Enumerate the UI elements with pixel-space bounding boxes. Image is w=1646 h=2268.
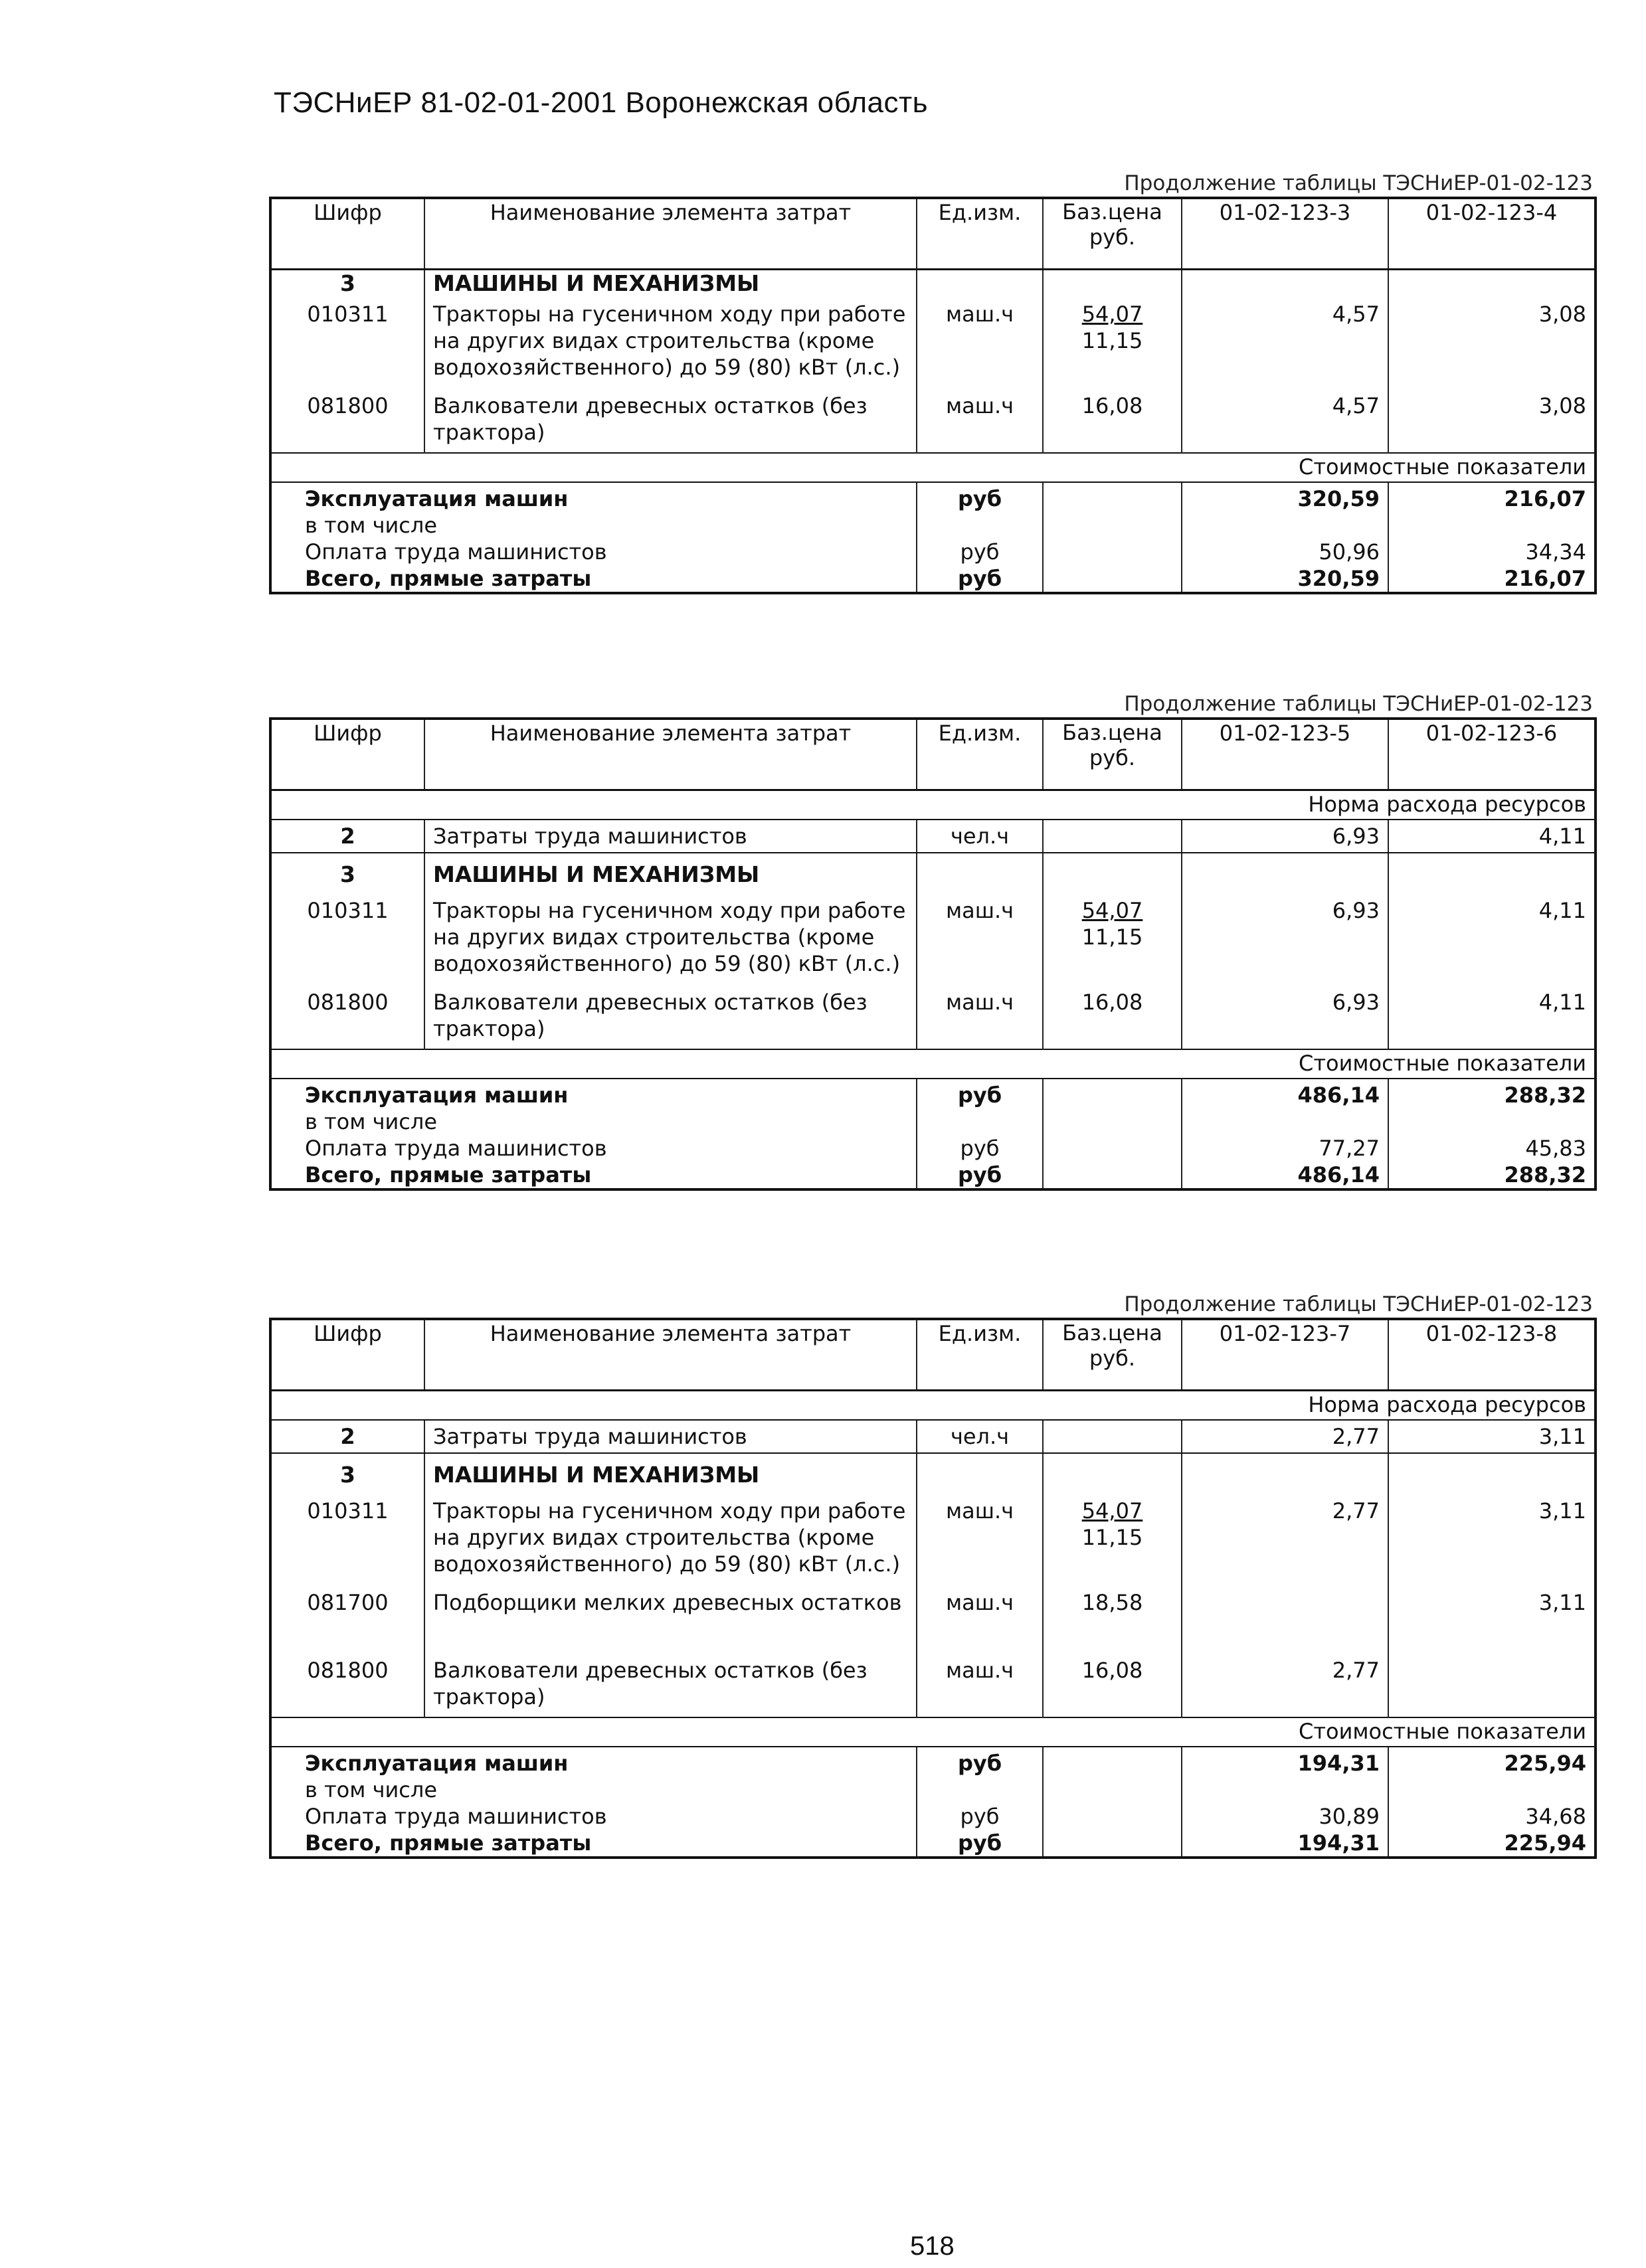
operation-value-b: 288,32 [1388, 1079, 1596, 1108]
section-heading-row [270, 1717, 1596, 1747]
row-value-a: 2,77 [1182, 1653, 1388, 1717]
operation-label: Эксплуатация машин [305, 1083, 569, 1108]
row-price: 54,07 11,15 [1043, 888, 1182, 977]
labor-code: 2 [270, 1420, 424, 1453]
header-column-b: 01-02-123-4 [1388, 198, 1596, 270]
norm-table [269, 717, 1597, 1191]
row-unit: маш.ч [917, 1577, 1043, 1653]
page-title: ТЭСНиЕР 81-02-01-2001 Воронежская область [274, 86, 929, 119]
norm-table [269, 197, 1597, 594]
summary-row [270, 1803, 1596, 1830]
total-value-b: 288,32 [1388, 1162, 1596, 1189]
row-unit: маш.ч [917, 977, 1043, 1049]
wages-value-b: 45,83 [1388, 1135, 1596, 1162]
header-price: Баз.цена руб. [1043, 1319, 1182, 1391]
row-value-a: 6,93 [1182, 888, 1388, 977]
table-header-row [270, 198, 1596, 270]
row-name: Тракторы на гусеничном ходу при работе на других видах строительства (кроме водохозяйственного) до 59 (80) кВт (л.с.) [424, 297, 917, 381]
row-code: 081800 [307, 1658, 389, 1683]
table-row [270, 888, 1596, 977]
section-row [270, 853, 1596, 888]
row-price: 54,07 11,15 [1043, 1488, 1182, 1577]
table-header-row [270, 719, 1596, 790]
norm-section-heading: Норма расхода ресурсов [270, 790, 1596, 820]
section-code: 3 [340, 861, 355, 887]
total-label: Всего, прямые затраты [305, 1162, 592, 1187]
operation-label: Эксплуатация машин [305, 486, 569, 511]
wages-value-b: 34,68 [1388, 1803, 1596, 1830]
wages-label: Оплата труда машинистов [305, 1136, 607, 1161]
row-value-b: 4,11 [1388, 977, 1596, 1049]
header-name: Наименование элемента затрат [424, 719, 917, 790]
row-value-a: 2,77 [1182, 1488, 1388, 1577]
table-row [270, 381, 1596, 453]
section-title: МАШИНЫ И МЕХАНИЗМЫ [424, 1453, 917, 1488]
summary-row [270, 482, 1596, 512]
section-title: МАШИНЫ И МЕХАНИЗМЫ [424, 853, 917, 888]
labor-code: 2 [270, 820, 424, 853]
total-label: Всего, прямые затраты [305, 1830, 592, 1856]
summary-row [270, 1079, 1596, 1108]
total-value-a: 320,59 [1182, 565, 1388, 593]
row-name: Подборщики мелких древесных остатков [424, 1577, 917, 1653]
row-value-b: 3,11 [1388, 1488, 1596, 1577]
header-name: Наименование элемента затрат [424, 1319, 917, 1391]
operation-value-b: 216,07 [1388, 482, 1596, 512]
wages-label: Оплата труда машинистов [305, 539, 607, 565]
row-price: 16,08 [1043, 1653, 1182, 1717]
summary-row [270, 512, 1596, 539]
total-unit: руб [917, 1830, 1043, 1858]
total-row [270, 1830, 1596, 1858]
total-value-b: 225,94 [1388, 1830, 1596, 1858]
row-name: Валкователи древесных остатков (без трактора) [424, 1653, 917, 1717]
header-unit: Ед.изм. [917, 1319, 1043, 1391]
total-unit: руб [917, 565, 1043, 593]
cost-section-heading: Стоимостные показатели [270, 453, 1596, 482]
row-code: 010311 [307, 898, 389, 923]
summary-row [270, 539, 1596, 565]
labor-value-b: 4,11 [1388, 820, 1596, 853]
norm-table-block [269, 170, 1594, 594]
row-code: 010311 [307, 302, 389, 327]
cost-section-heading: Стоимостные показатели [270, 1049, 1596, 1079]
labor-name: Затраты труда машинистов [424, 820, 917, 853]
page-number: 518 [910, 2231, 955, 2261]
section-heading-row [270, 790, 1596, 820]
table-row [270, 1577, 1596, 1653]
labor-name: Затраты труда машинистов [424, 1420, 917, 1453]
labor-value-b: 3,11 [1388, 1420, 1596, 1453]
including-label: в том числе [305, 1109, 437, 1134]
total-value-a: 194,31 [1182, 1830, 1388, 1858]
wages-value-a: 30,89 [1182, 1803, 1388, 1830]
row-unit: маш.ч [917, 381, 1043, 453]
header-column-a: 01-02-123-3 [1182, 198, 1388, 270]
section-heading-row [270, 453, 1596, 482]
section-code: 3 [340, 270, 355, 296]
row-name: Тракторы на гусеничном ходу при работе на других видах строительства (кроме водохозяйственного) до 59 (80) кВт (л.с.) [424, 888, 917, 977]
row-name: Валкователи древесных остатков (без трактора) [424, 381, 917, 453]
total-value-b: 216,07 [1388, 565, 1596, 593]
row-value-a: 4,57 [1182, 297, 1388, 381]
table-header-row [270, 1319, 1596, 1391]
wages-value-b: 34,34 [1388, 539, 1596, 565]
section-heading-row [270, 1391, 1596, 1421]
row-code: 081800 [307, 393, 389, 418]
section-heading-row [270, 1049, 1596, 1079]
labor-value-a: 6,93 [1182, 820, 1388, 853]
operation-value-b: 225,94 [1388, 1747, 1596, 1777]
including-label: в том числе [305, 513, 437, 538]
operation-value-a: 486,14 [1182, 1079, 1388, 1108]
wages-unit: руб [917, 1135, 1043, 1162]
wages-unit: руб [917, 1803, 1043, 1830]
operation-value-a: 320,59 [1182, 482, 1388, 512]
operation-value-a: 194,31 [1182, 1747, 1388, 1777]
labor-row [270, 820, 1596, 853]
total-value-a: 486,14 [1182, 1162, 1388, 1189]
section-code: 3 [340, 1462, 355, 1488]
row-unit: маш.ч [917, 1488, 1043, 1577]
row-name: Валкователи древесных остатков (без трактора) [424, 977, 917, 1049]
total-unit: руб [917, 1162, 1043, 1189]
norm-table-block [269, 691, 1594, 1191]
header-price: Баз.цена руб. [1043, 198, 1182, 270]
wages-label: Оплата труда машинистов [305, 1804, 607, 1829]
operation-unit: руб [917, 1079, 1043, 1108]
total-row [270, 1162, 1596, 1189]
including-label: в том числе [305, 1777, 437, 1802]
row-value-b [1388, 1653, 1596, 1717]
row-price: 16,08 [1043, 381, 1182, 453]
header-name: Наименование элемента затрат [424, 198, 917, 270]
header-code: Шифр [270, 198, 424, 270]
norm-table [269, 1318, 1597, 1859]
table-row [270, 297, 1596, 381]
section-row [270, 1453, 1596, 1488]
cost-section-heading: Стоимостные показатели [270, 1717, 1596, 1747]
row-price: 54,07 11,15 [1043, 297, 1182, 381]
table-row [270, 1653, 1596, 1717]
summary-row [270, 1777, 1596, 1803]
header-price: Баз.цена руб. [1043, 719, 1182, 790]
operation-unit: руб [917, 1747, 1043, 1777]
norm-table-block [269, 1291, 1594, 1859]
continuation-caption: Продолжение таблицы ТЭСНиЕР-01-02-123 [1124, 1292, 1593, 1316]
norm-section-heading: Норма расхода ресурсов [270, 1391, 1596, 1421]
row-price: 18,58 [1043, 1577, 1182, 1653]
operation-unit: руб [917, 482, 1043, 512]
labor-unit: чел.ч [917, 820, 1043, 853]
row-unit: маш.ч [917, 297, 1043, 381]
summary-row [270, 1108, 1596, 1135]
row-value-a [1182, 1577, 1388, 1653]
row-value-b: 3,08 [1388, 297, 1596, 381]
continuation-caption: Продолжение таблицы ТЭСНиЕР-01-02-123 [1124, 171, 1593, 195]
header-code: Шифр [270, 1319, 424, 1391]
section-row [270, 270, 1596, 298]
row-unit: маш.ч [917, 1653, 1043, 1717]
row-code: 081800 [307, 990, 389, 1015]
row-unit: маш.ч [917, 888, 1043, 977]
total-row [270, 565, 1596, 593]
labor-row [270, 1420, 1596, 1453]
header-column-a: 01-02-123-7 [1182, 1319, 1388, 1391]
row-code: 010311 [307, 1498, 389, 1524]
wages-value-a: 77,27 [1182, 1135, 1388, 1162]
header-column-b: 01-02-123-6 [1388, 719, 1596, 790]
row-value-b: 3,08 [1388, 381, 1596, 453]
section-title: МАШИНЫ И МЕХАНИЗМЫ [424, 270, 917, 298]
header-unit: Ед.изм. [917, 719, 1043, 790]
row-name: Тракторы на гусеничном ходу при работе на других видах строительства (кроме водохозяйственного) до 59 (80) кВт (л.с.) [424, 1488, 917, 1577]
summary-row [270, 1747, 1596, 1777]
header-column-a: 01-02-123-5 [1182, 719, 1388, 790]
continuation-caption: Продолжение таблицы ТЭСНиЕР-01-02-123 [1124, 692, 1593, 716]
header-unit: Ед.изм. [917, 198, 1043, 270]
row-value-b: 3,11 [1388, 1577, 1596, 1653]
row-value-b: 4,11 [1388, 888, 1596, 977]
total-label: Всего, прямые затраты [305, 566, 592, 591]
header-column-b: 01-02-123-8 [1388, 1319, 1596, 1391]
wages-value-a: 50,96 [1182, 539, 1388, 565]
labor-value-a: 2,77 [1182, 1420, 1388, 1453]
header-code: Шифр [270, 719, 424, 790]
summary-row [270, 1135, 1596, 1162]
wages-unit: руб [917, 539, 1043, 565]
row-value-a: 6,93 [1182, 977, 1388, 1049]
row-code: 081700 [307, 1590, 389, 1615]
table-row [270, 1488, 1596, 1577]
operation-label: Эксплуатация машин [305, 1751, 569, 1776]
row-value-a: 4,57 [1182, 381, 1388, 453]
table-row [270, 977, 1596, 1049]
labor-unit: чел.ч [917, 1420, 1043, 1453]
row-price: 16,08 [1043, 977, 1182, 1049]
